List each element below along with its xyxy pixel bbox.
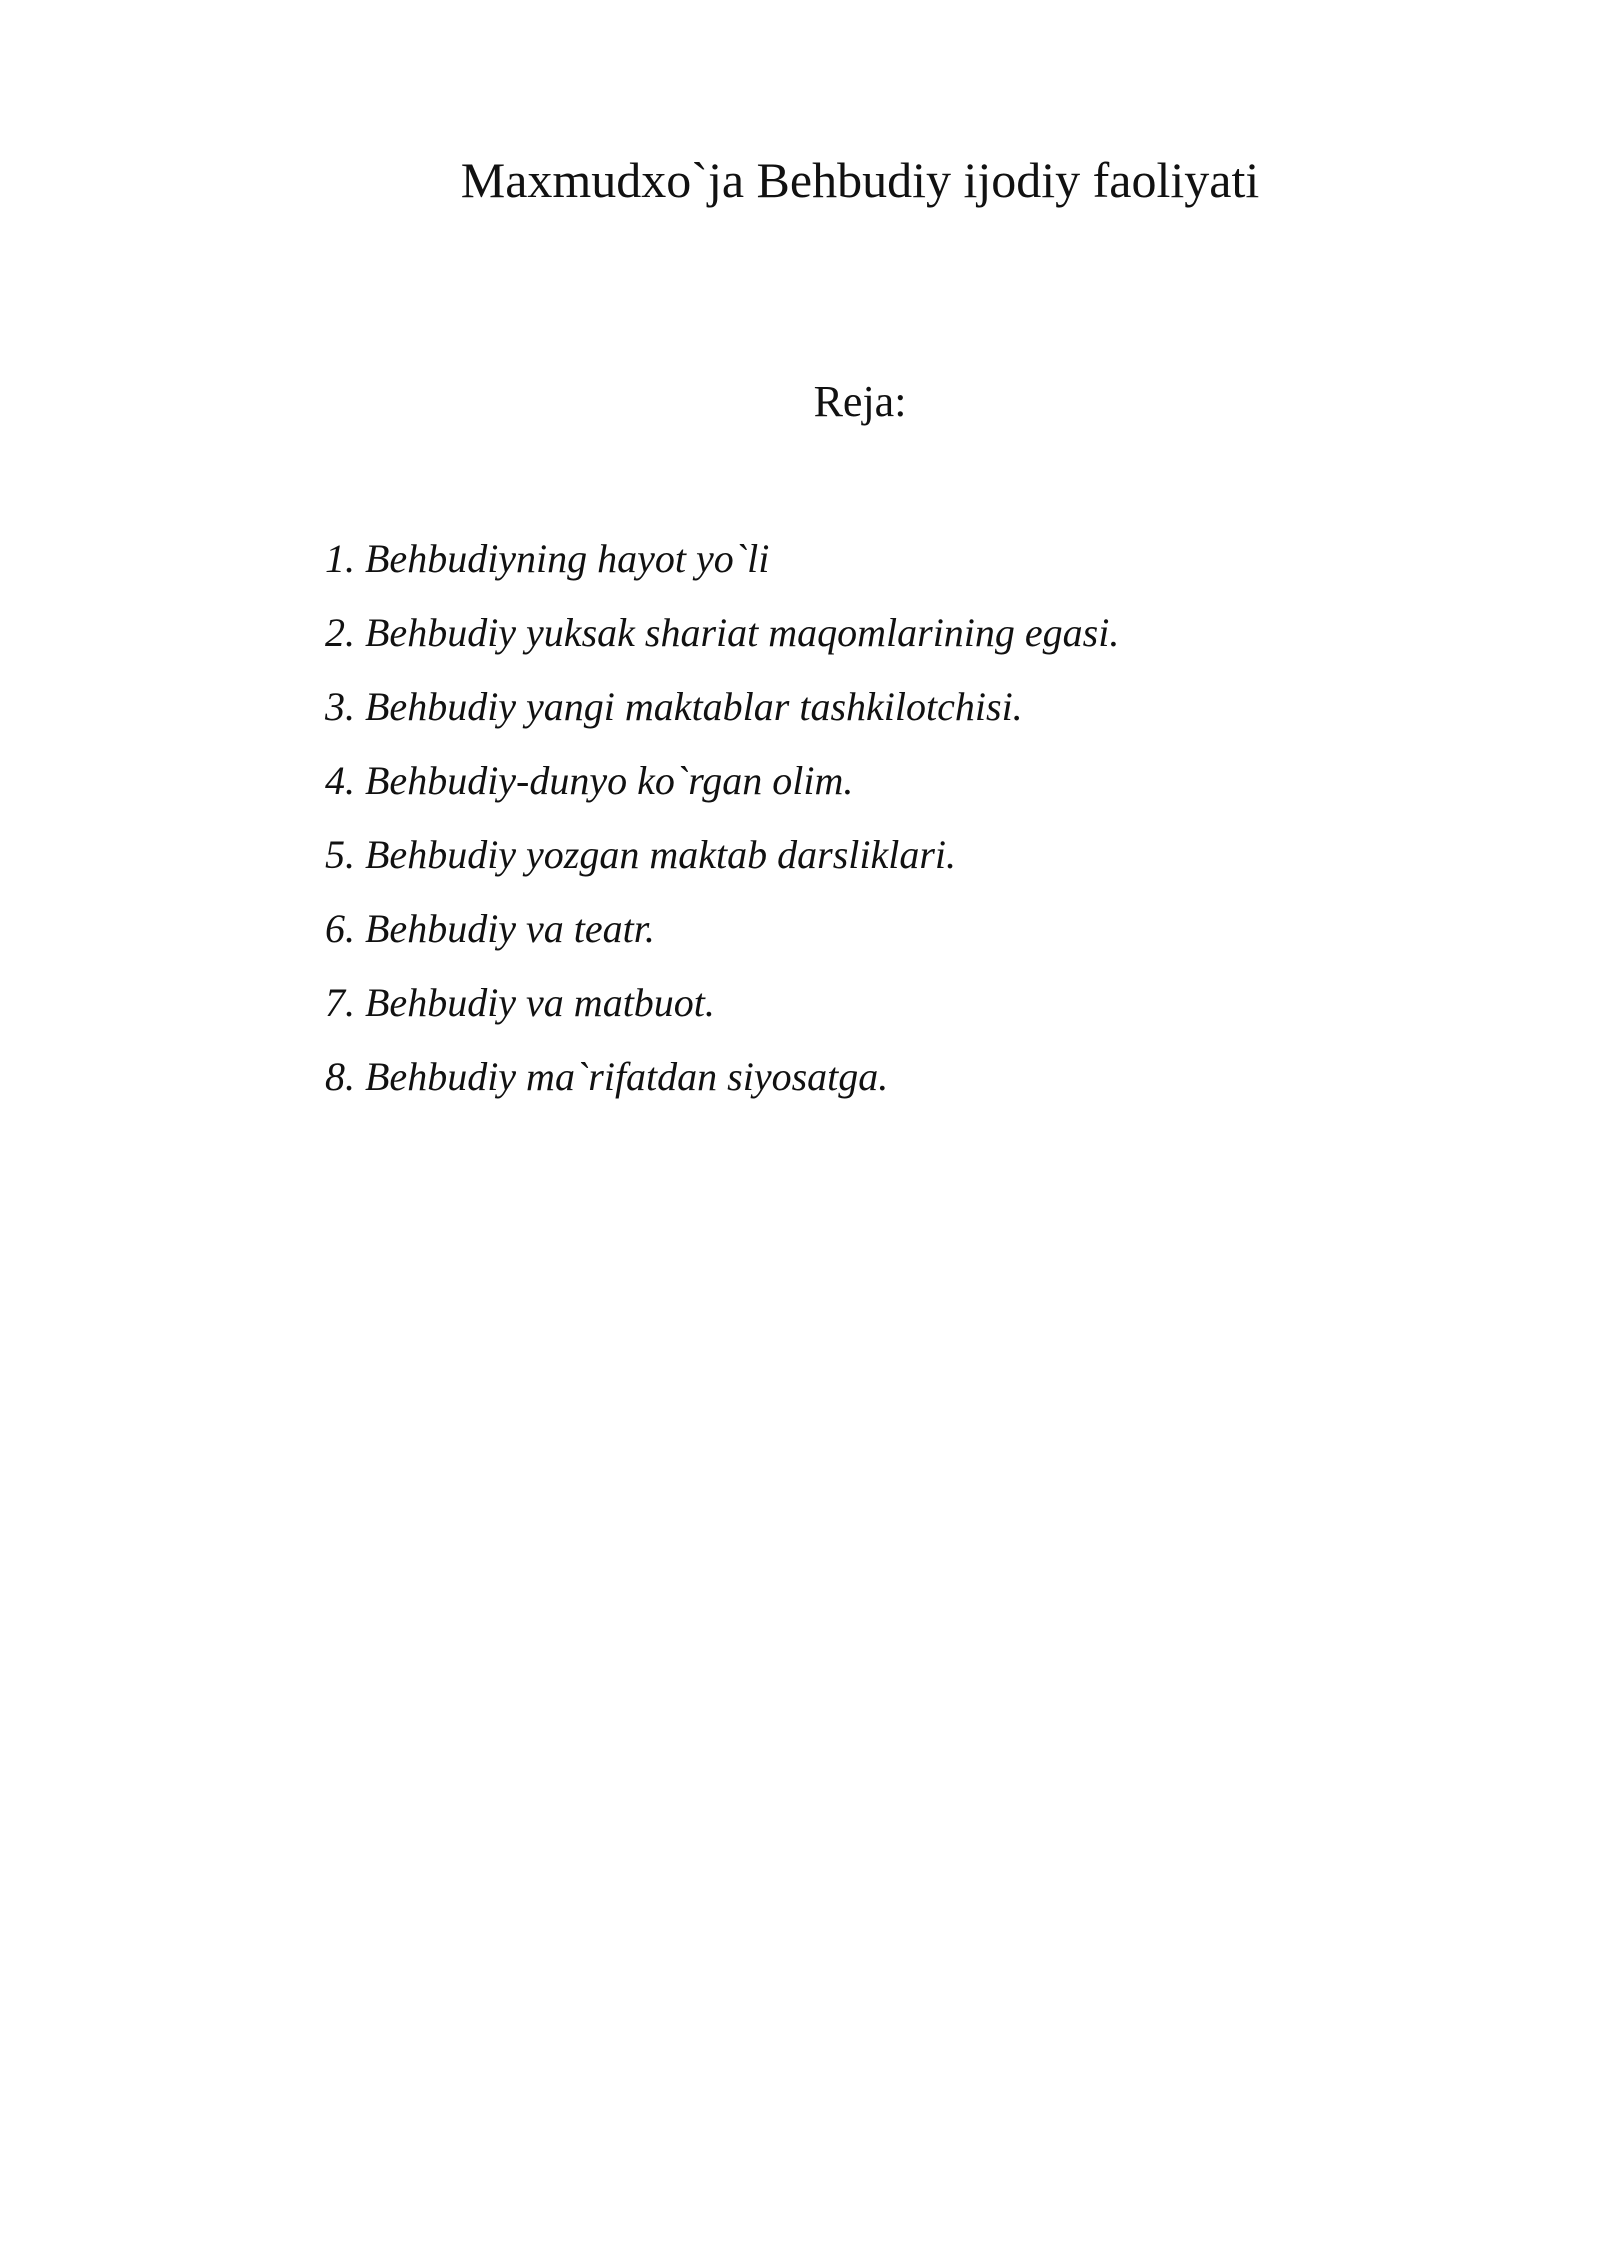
plan-item-number: 6. (325, 906, 355, 951)
plan-item-text: Behbudiy-dunyo ko`rgan olim. (365, 758, 854, 803)
plan-item-number: 5. (325, 832, 355, 877)
plan-item-3 (325, 670, 1119, 744)
plan-item-number: 2. (325, 610, 355, 655)
plan-item-8 (325, 1040, 1119, 1114)
plan-item-7 (325, 966, 1119, 1040)
plan-item-text: Behbudiy va teatr. (365, 906, 655, 951)
plan-item-2 (325, 596, 1119, 670)
plan-item-number: 3. (325, 684, 355, 729)
plan-item-5 (325, 818, 1119, 892)
plan-heading: Reja: (813, 377, 907, 426)
document-title: Maxmudxo`ja Behbudiy ijodiy faoliyati (460, 152, 1260, 208)
plan-item-text: Behbudiy yuksak shariat maqomlarining egasi. (365, 610, 1120, 655)
plan-item-6 (325, 892, 1119, 966)
plan-item-text: Behbudiy yangi maktablar tashkilotchisi. (365, 684, 1023, 729)
plan-item-1 (325, 522, 1119, 596)
plan-item-text: Behbudiy yozgan maktab darsliklari. (365, 832, 957, 877)
plan-item-text: Behbudiyning hayot yo`li (365, 536, 770, 581)
plan-item-number: 1. (325, 536, 355, 581)
plan-item-text: Behbudiy ma`rifatdan siyosatga. (365, 1054, 889, 1099)
plan-item-text: Behbudiy va matbuot. (365, 980, 715, 1025)
plan-item-number: 4. (325, 758, 355, 803)
plan-item-number: 8. (325, 1054, 355, 1099)
plan-item-number: 7. (325, 980, 355, 1025)
plan-list (325, 522, 1119, 1114)
plan-item-4 (325, 744, 1119, 818)
